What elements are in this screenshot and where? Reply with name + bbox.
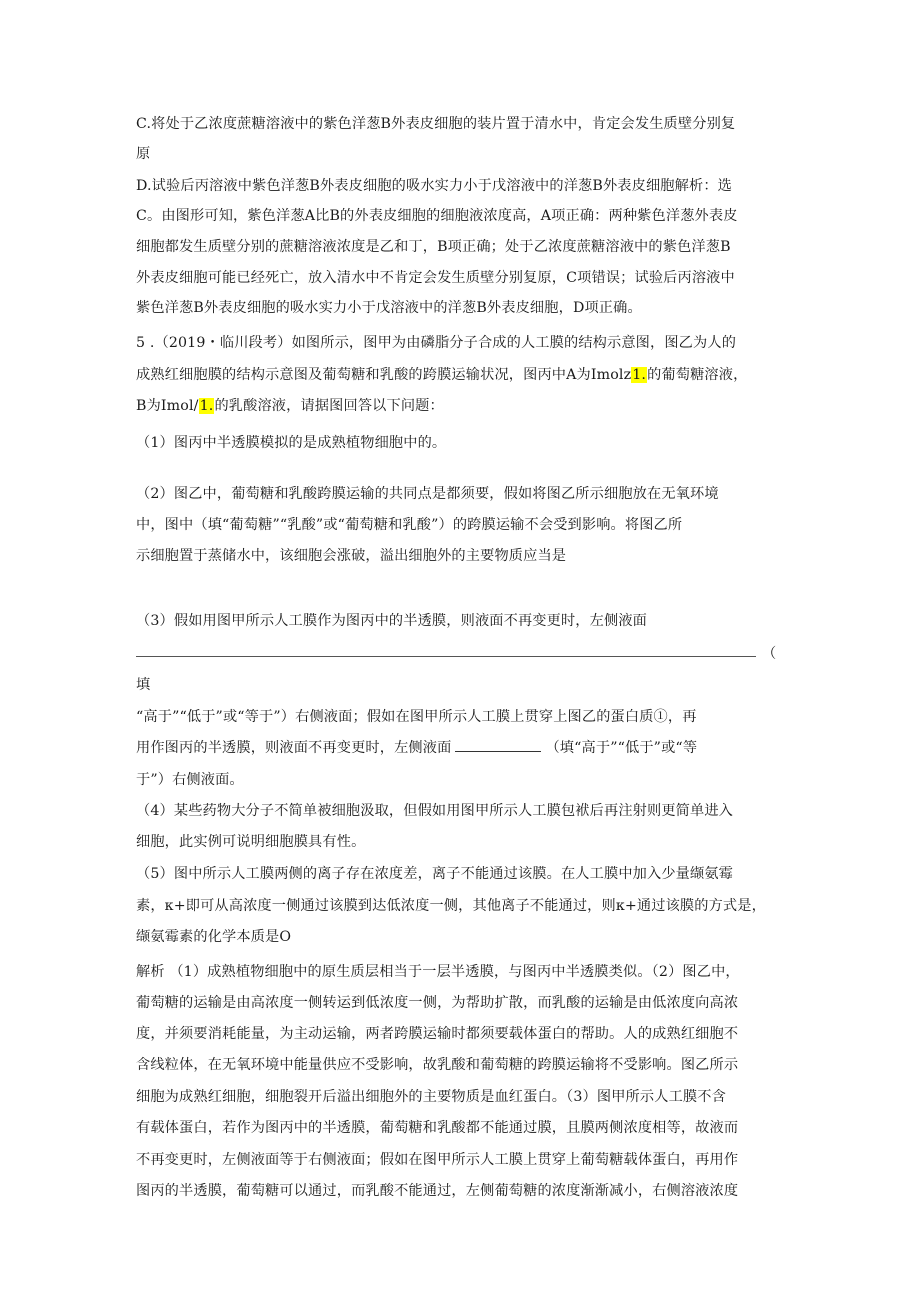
solution-line: 不再变更时，左侧液面等于右侧液面；假如在图甲所示人工膜上贯穿上葡萄糖载体蛋白，再用作 — [136, 1152, 739, 1168]
solution-line: 葡萄糖的运输是由高浓度一侧转运到低浓度一侧，为帮助扩散，而乳酸的运输是由低浓度向高浓 — [136, 995, 739, 1011]
subquestion-5-cont: 素，κ+即可从高浓度一侧通过该膜到达低浓度一侧，其他离子不能通过，则κ+通过该膜的方式是， — [136, 898, 766, 914]
text-span: （填“高于”“低于”或“等 — [545, 740, 698, 756]
answer-blank — [455, 739, 541, 752]
option-c-line: C.将处于乙浓度蔗糖溶液中的紫色洋葱B外表皮细胞的装片置于清水中，肯定会发生质壁分别复 — [136, 116, 736, 132]
subquestion-3-cont: 于”）右侧液面。 — [136, 772, 244, 788]
solution-line: 度，并须要消耗能量，为主动运输，两者跨膜运输时都须要载体蛋白的帮助。人的成熟红细胞不 — [136, 1026, 739, 1042]
text-span: 的乳酸溶液，请据图回答以下问题： — [214, 398, 444, 414]
text-span: 用作图丙的半透膜，则液面不再变更时，左侧液面 — [136, 740, 452, 756]
text-span: 的葡萄糖溶液， — [647, 367, 748, 383]
question-5-line — [136, 365, 788, 385]
highlighted-text: 1. — [199, 398, 214, 414]
subquestion-2: （2）图乙中，葡萄糖和乳酸跨膜运输的共同点是都须要，假如将图乙所示细胞放在无氧环境 — [136, 486, 719, 502]
highlighted-text: 1. — [632, 367, 647, 383]
solution-line: 图丙的半透膜，葡萄糖可以通过，而乳酸不能通过，左侧葡萄糖的浓度渐渐减小，右侧溶液浓度 — [136, 1183, 739, 1199]
subquestion-3: （3）假如用图甲所示人工膜作为图丙中的半透膜，则液面不再变更时，左侧液面 — [136, 613, 647, 629]
analysis-line: 外表皮细胞可能已经死亡，放入清水中不肯定会发生质壁分别复原，C项错误；试验后丙溶液中 — [136, 270, 735, 286]
solution-line: 含线粒体，在无氧环境中能量供应不受影响，故乳酸和葡萄糖的跨膜运输将不受影响。图乙所示 — [136, 1057, 739, 1073]
subquestion-2-cont: 中，图中（填“葡萄糖”“乳酸”或“葡萄糖和乳酸”）的跨膜运输不会受到影响。将图乙所 — [136, 517, 683, 533]
question-5-line — [136, 396, 788, 416]
text-span: B为Imol/ — [136, 398, 199, 414]
answer-blank-line — [136, 656, 756, 657]
option-c-line-cont: 原 — [136, 146, 151, 162]
solution-line: 细胞为成熟红细胞，细胞裂开后溢出细胞外的主要物质是血红蛋白。（3）图甲所示人工膜不含 — [136, 1089, 726, 1105]
subquestion-5-cont: 缬氨霉素的化学本质是O — [136, 929, 292, 945]
subquestion-3-cont: “高于”“低于”或“等于”）右侧液面；假如在图甲所示人工膜上贯穿上图乙的蛋白质①，再 — [136, 709, 697, 725]
question-5-line: 5 .（2019・临川段考）如图所示，图甲为由磷脂分子合成的人工膜的结构示意图，图乙为人的 — [136, 335, 737, 351]
subquestion-3-cont: 填 — [136, 677, 151, 693]
subquestion-4: （4）某些药物大分子不简单被细胞汲取，但假如用图甲所示人工膜包袱后再注射则更简单进入 — [136, 803, 734, 819]
subquestion-4-cont: 细胞，此实例可说明细胞膜具有性。 — [136, 834, 366, 850]
analysis-line: C。由图形可知，紫色洋葱A比B的外表皮细胞的细胞液浓度高，A项正确：两种紫色洋葱外表皮 — [136, 208, 738, 224]
subquestion-5: （5）图中所示人工膜两侧的离子存在浓度差，离子不能通过该膜。在人工膜中加入少量缬氨霉 — [136, 866, 734, 882]
text-span: 成熟红细胞膜的结构示意图及葡萄糖和乳酸的跨膜运输状况，图丙中A为Imolz — [136, 367, 632, 383]
subquestion-1: （1）图丙中半透膜模拟的是成熟植物细胞中的。 — [136, 435, 447, 451]
subquestion-2-cont: 示细胞置于蒸储水中，该细胞会涨破，溢出细胞外的主要物质应当是 — [136, 548, 567, 564]
subquestion-3-cont — [136, 738, 788, 758]
paren-open: （ — [762, 646, 777, 662]
solution-line: 有载体蛋白，若作为图丙中的半透膜，葡萄糖和乳酸都不能通过膜，且膜两侧浓度相等，故液而 — [136, 1120, 739, 1136]
analysis-line: 细胞都发生质壁分别的蔗糖溶液浓度是乙和丁，B项正确；处于乙浓度蔗糖溶液中的紫色洋葱B — [136, 239, 731, 255]
analysis-line: 紫色洋葱B外表皮细胞的吸水实力小于戊溶液中的洋葱B外表皮细胞，D项正确。 — [136, 300, 642, 316]
solution-line: 解析 （1）成熟植物细胞中的原生质层相当于一层半透膜，与图丙中半透膜类似。（2）图乙中， — [136, 964, 740, 980]
option-d-line: D.试验后丙溶液中紫色洋葱B外表皮细胞的吸水实力小于戊溶液中的洋葱B外表皮细胞解析：选 — [136, 178, 732, 194]
